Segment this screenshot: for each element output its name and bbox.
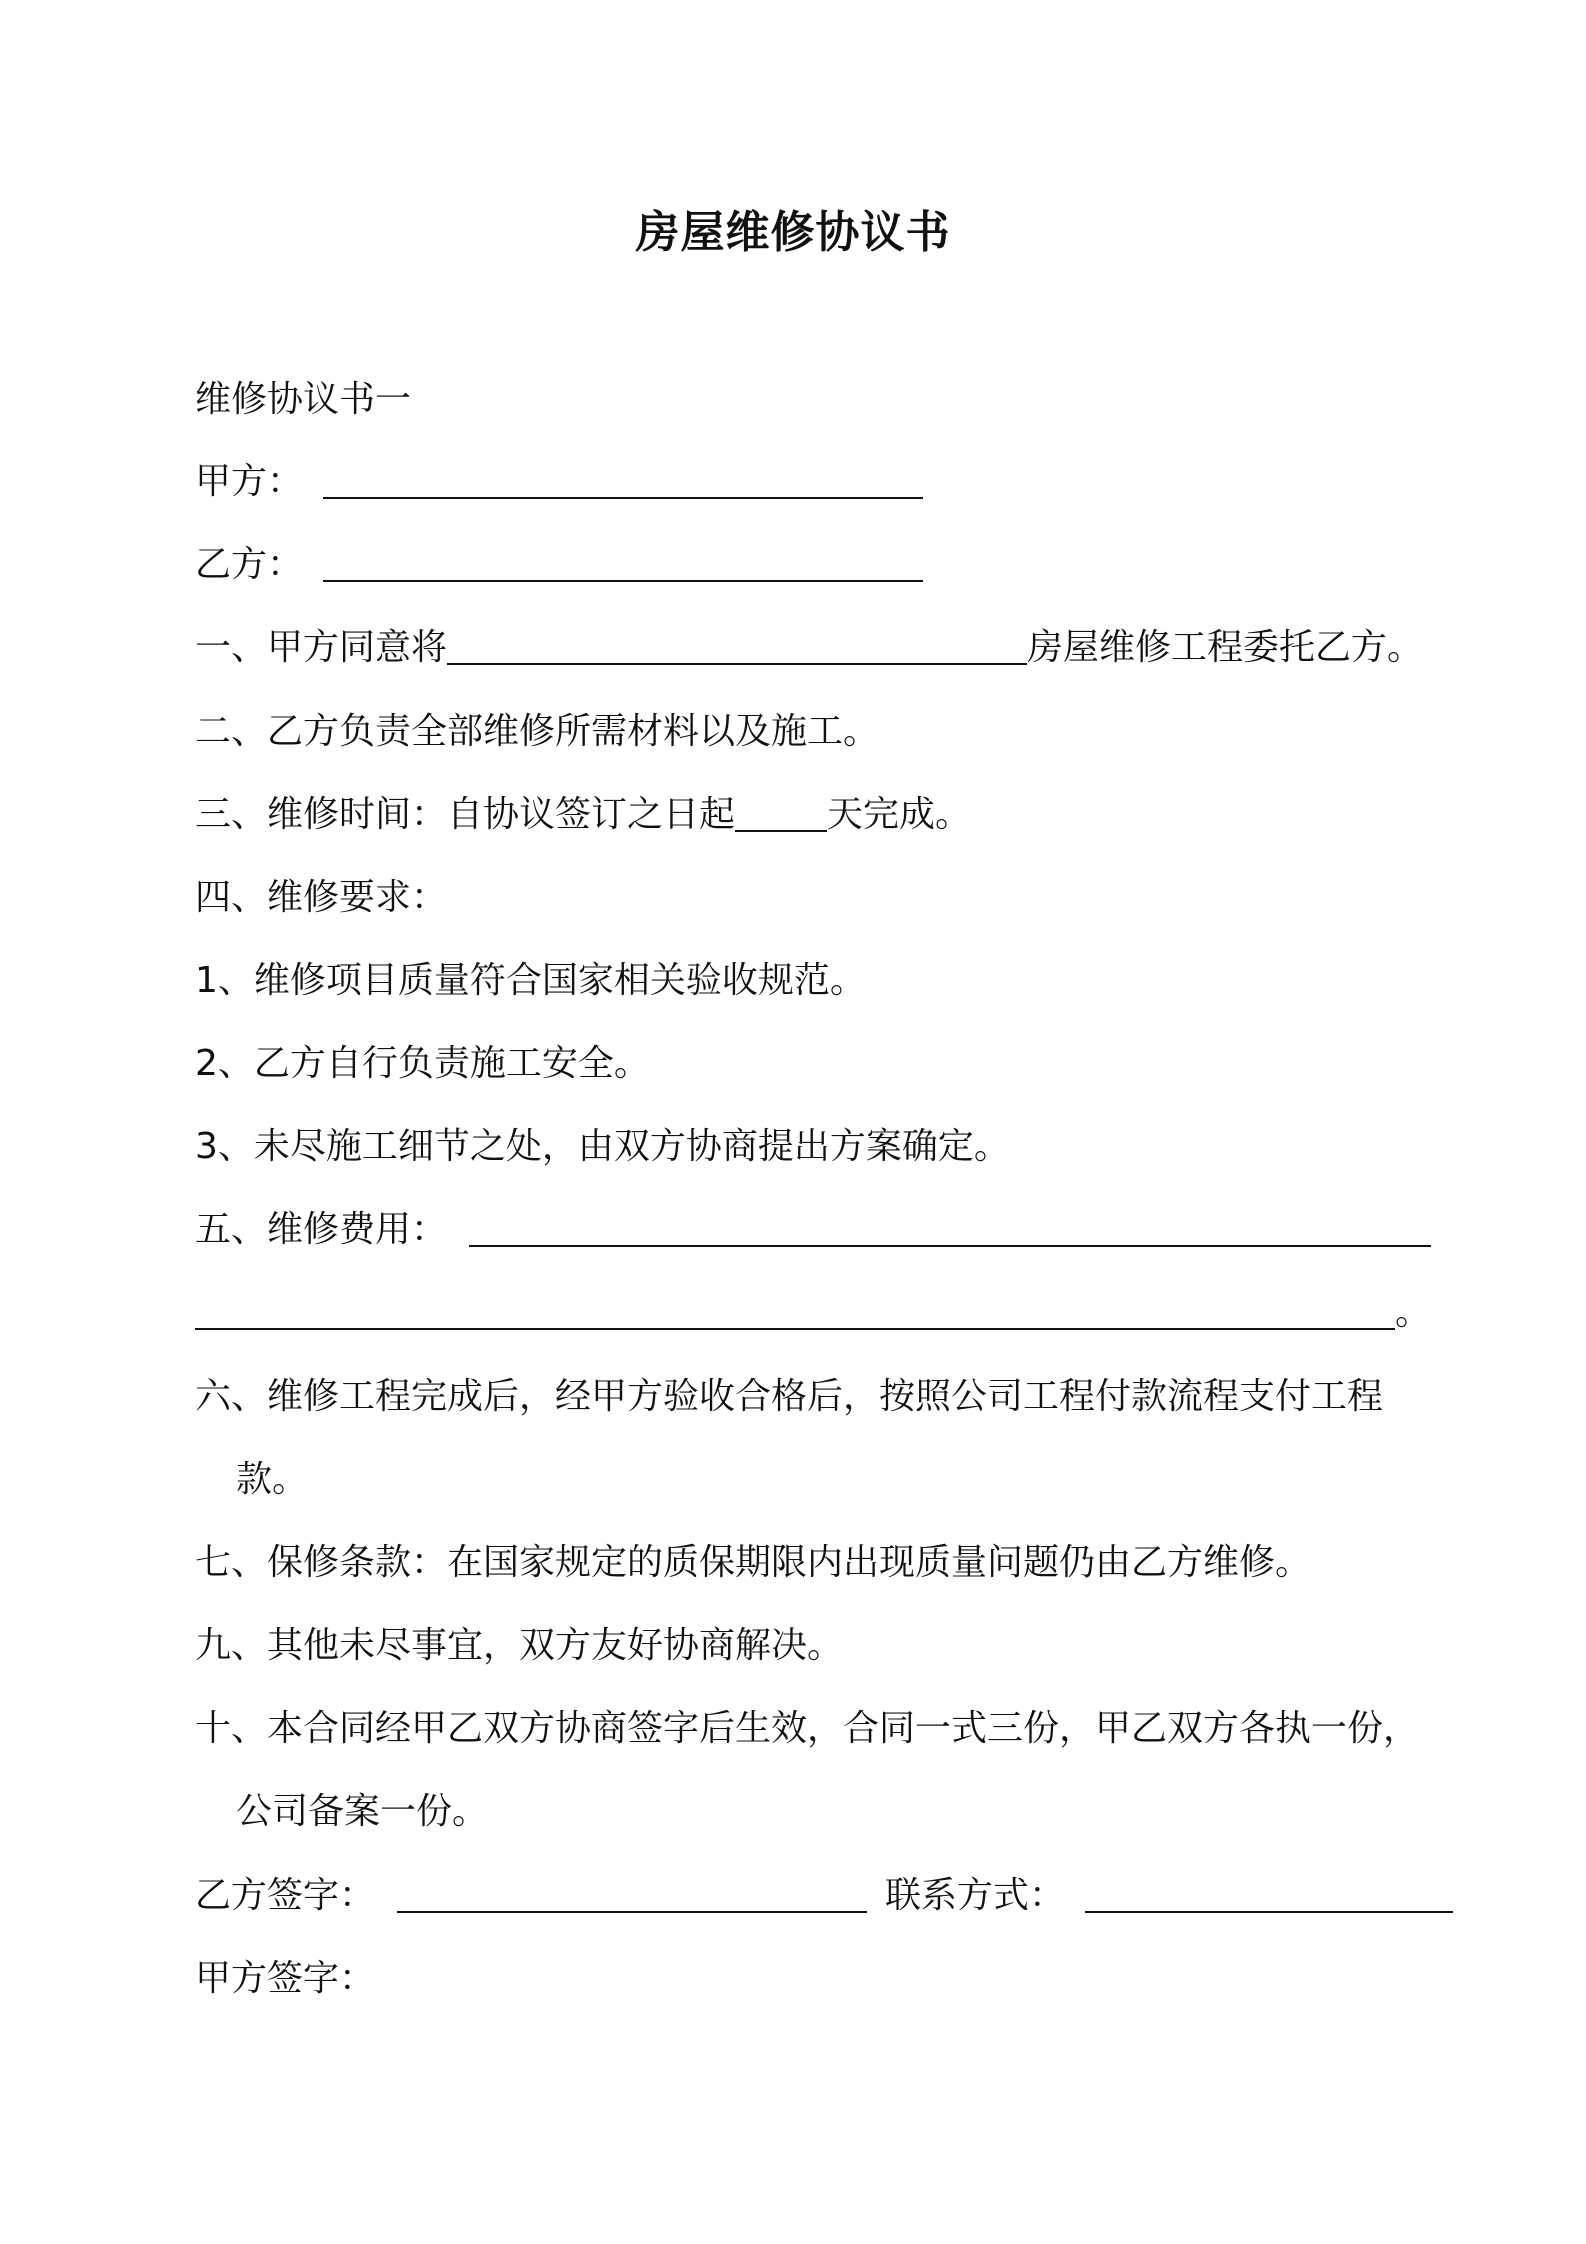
repair-cost-field[interactable]	[469, 1209, 1431, 1247]
signature-row-a	[195, 1955, 375, 2003]
party-b-sign-label: 乙方签字：	[195, 1875, 376, 1916]
clause-6-line-2: 款。	[236, 1459, 309, 1500]
party-a-field[interactable]	[323, 461, 923, 499]
clause-5-continued	[195, 1289, 1431, 1337]
clause-5-end: 。	[1395, 1292, 1432, 1333]
clause-1-suffix: 房屋维修工程委托乙方。	[1027, 627, 1424, 668]
days-field[interactable]	[735, 794, 827, 832]
contact-field[interactable]	[1085, 1875, 1453, 1913]
clause-10-line-2: 公司备案一份。	[236, 1791, 489, 1832]
subtitle: 维修协议书一	[195, 379, 412, 420]
repair-cost-field-continued[interactable]	[195, 1292, 1395, 1330]
clause-1	[195, 624, 1423, 672]
party-b-row	[195, 541, 923, 589]
clause-5	[195, 1206, 1431, 1254]
party-b-field[interactable]	[323, 544, 923, 582]
property-address-field[interactable]	[447, 627, 1027, 665]
clause-5-label: 五、维修费用：	[195, 1209, 448, 1250]
requirement-2: 2、乙方自行负责施工安全。	[195, 1043, 650, 1084]
clause-3-suffix: 天完成。	[827, 794, 972, 835]
clause-3-prefix: 三、维修时间：自协议签订之日起	[195, 794, 736, 835]
contact-label: 联系方式：	[885, 1875, 1066, 1916]
clause-6-line-1: 六、维修工程完成后，经甲方验收合格后，按照公司工程付款流程支付工程	[195, 1376, 1384, 1417]
party-a-sign-label: 甲方签字：	[195, 1958, 376, 1999]
clause-3	[195, 791, 971, 839]
clause-4: 四、维修要求：	[195, 877, 448, 918]
party-b-signature-field[interactable]	[397, 1875, 867, 1913]
requirement-1: 1、维修项目质量符合国家相关验收规范。	[195, 960, 866, 1001]
clause-2: 二、乙方负责全部维修所需材料以及施工。	[195, 711, 880, 752]
clause-9: 九、其他未尽事宜，双方友好协商解决。	[195, 1625, 844, 1666]
document-title: 房屋维修协议书	[635, 207, 951, 258]
party-a-row	[195, 458, 923, 506]
signature-row-b	[195, 1872, 1453, 1920]
clause-1-prefix: 一、甲方同意将	[195, 627, 448, 668]
requirement-3: 3、未尽施工细节之处，由双方协商提出方案确定。	[195, 1126, 1010, 1167]
party-b-label: 乙方：	[195, 544, 304, 585]
clause-10-line-1: 十、本合同经甲乙双方协商签字后生效，合同一式三份，甲乙双方各执一份，	[195, 1708, 1420, 1749]
party-a-label: 甲方：	[195, 461, 304, 502]
clause-7: 七、保修条款：在国家规定的质保期限内出现质量问题仍由乙方维修。	[195, 1542, 1312, 1583]
